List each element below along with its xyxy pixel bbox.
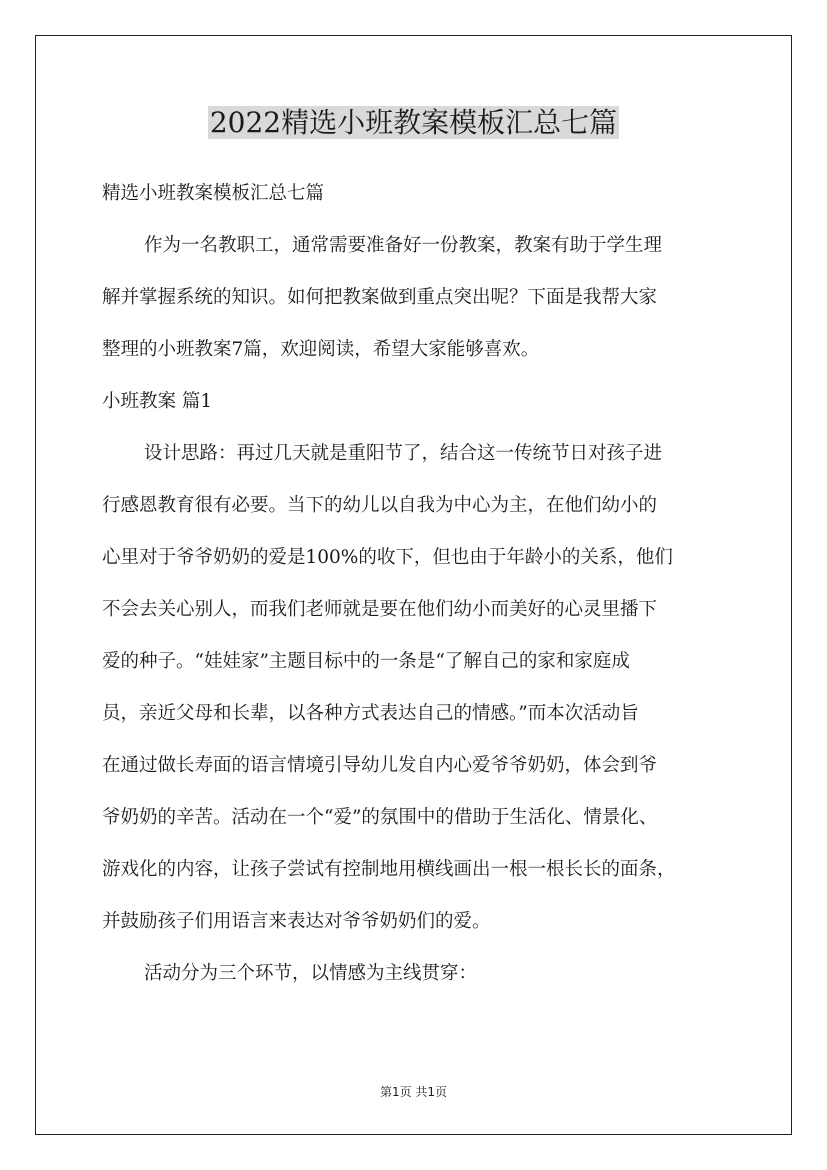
text-line: 行感恩教育很有必要。当下的幼儿以自我为中心为主，在他们幼小的	[102, 495, 658, 516]
page-footer: 第1页 共1页	[379, 1085, 448, 1099]
text-line: 游戏化的内容，让孩子尝试有控制地用横线画出一根一根长长的面条，	[102, 859, 676, 880]
text-line: 小班教案 篇1	[102, 391, 213, 412]
text-line: 解并掌握系统的知识。如何把教案做到重点突出呢？下面是我帮大家	[102, 287, 658, 308]
text-line: 并鼓励孩子们用语言来表达对爷爷奶奶们的爱。	[102, 911, 491, 932]
document-title	[0, 102, 827, 144]
document-title-text: 2022精选小班教案模板汇总七篇	[209, 106, 618, 139]
text-line: 心里对于爷爷奶奶的爱是100%的收下，但也由于年龄小的关系，他们	[102, 547, 673, 568]
text-line: 不会去关心别人，而我们老师就是要在他们幼小而美好的心灵里播下	[102, 599, 658, 620]
text-line: 整理的小班教案7篇，欢迎阅读，希望大家能够喜欢。	[102, 339, 540, 360]
text-line: 爷奶奶的辛苦。活动在一个“爱”的氛围中的借助于生活化、情景化、	[102, 807, 658, 828]
document-body	[102, 172, 742, 1004]
text-line: 作为一名教职工，通常需要准备好一份教案，教案有助于学生理	[144, 235, 663, 256]
text-line: 活动分为三个环节，以情感为主线贯穿：	[144, 963, 478, 984]
text-line: 在通过做长寿面的语言情境引导幼儿发自内心爱爷爷奶奶，体会到爷	[102, 755, 658, 776]
text-line: 爱的种子。“娃娃家”主题目标中的一条是“了解自己的家和家庭成	[102, 651, 630, 672]
text-line: 员，亲近父母和长辈，以各种方式表达自己的情感。”而本次活动旨	[102, 703, 639, 724]
text-line: 精选小班教案模板汇总七篇	[102, 183, 325, 204]
text-line: 设计思路：再过几天就是重阳节了，结合这一传统节日对孩子进	[144, 443, 663, 464]
